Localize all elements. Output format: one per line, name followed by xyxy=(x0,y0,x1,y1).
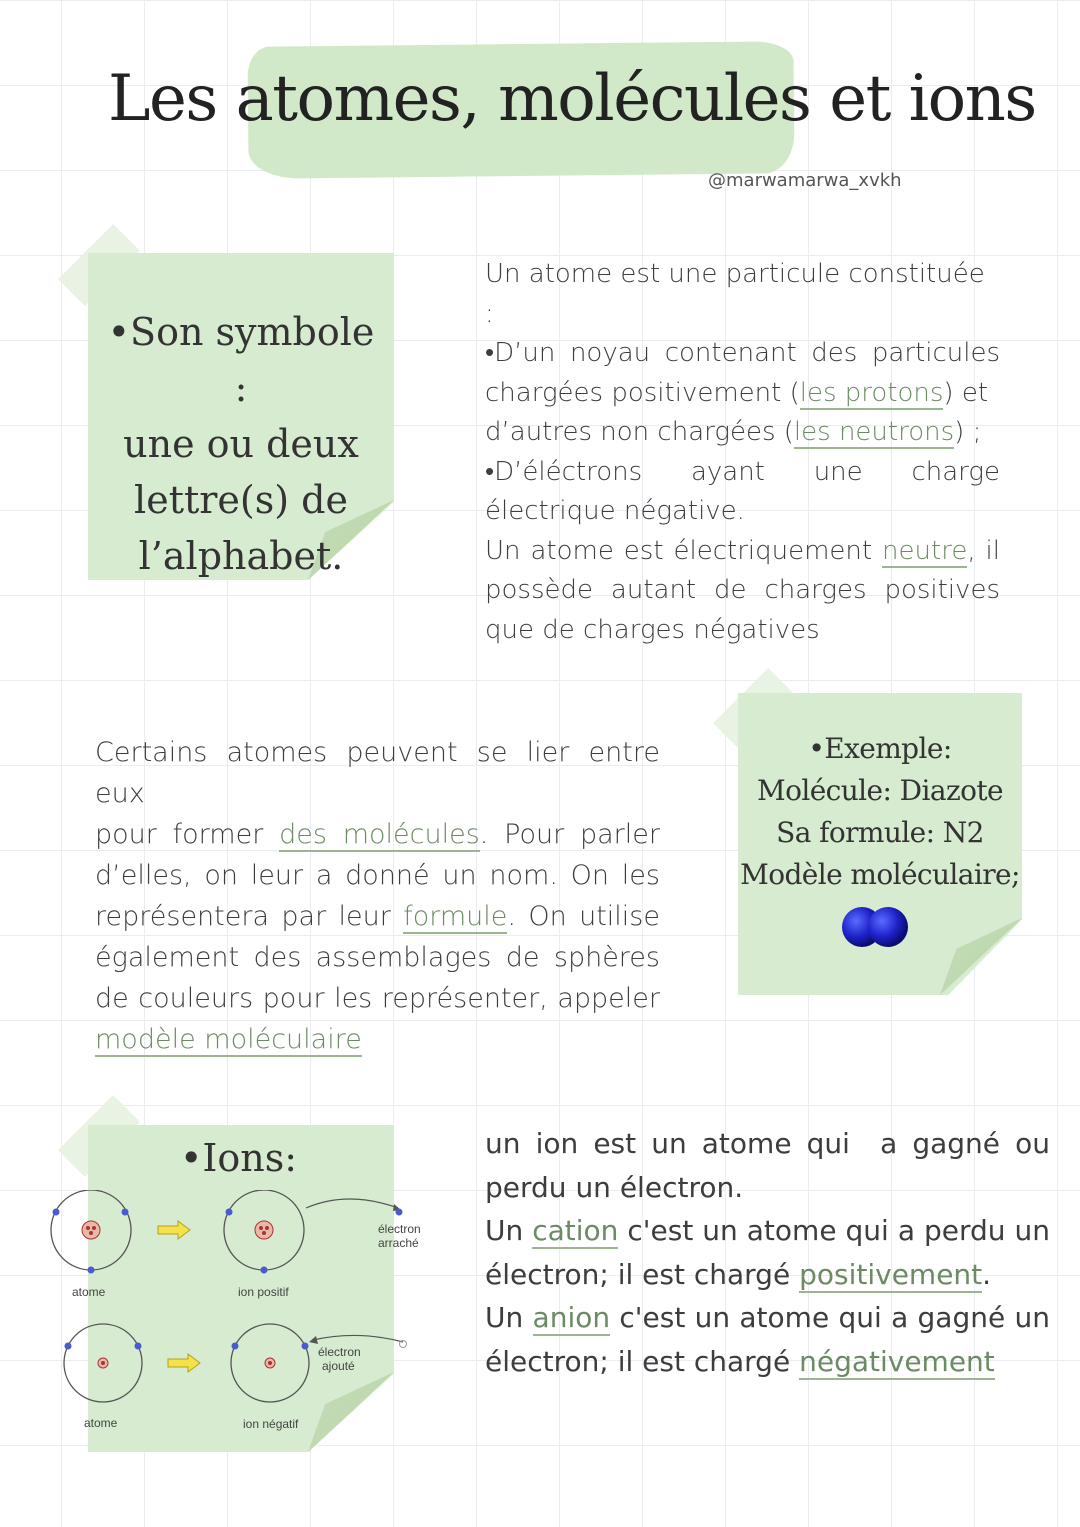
page-title: Les atomes, molécules et ions xyxy=(108,62,1036,136)
text-span: ) ; xyxy=(954,417,982,447)
text-span: d’autres non chargées ( xyxy=(485,417,794,447)
link-formule[interactable]: formule xyxy=(403,901,508,932)
arrow-icon xyxy=(168,1354,200,1372)
label-ion-negatif: ion négatif xyxy=(243,1417,299,1431)
text-line xyxy=(485,1253,1050,1297)
text-span: c'est un atome qui a gagné un xyxy=(610,1301,1051,1334)
note1-line: •Son symbole : xyxy=(107,310,375,410)
label-ion-positif: ion positif xyxy=(238,1285,289,1299)
link-anion[interactable]: anion xyxy=(532,1301,611,1334)
electron-dot xyxy=(232,1343,239,1350)
note2-line: Modèle moléculaire; xyxy=(740,858,1020,891)
arrow-icon xyxy=(158,1221,190,1239)
text-line xyxy=(485,1296,1050,1340)
text-span: Un xyxy=(485,1301,533,1334)
electron-dot xyxy=(65,1343,72,1350)
label-electron-arrache: arraché xyxy=(378,1236,419,1250)
text-span: ) et xyxy=(943,377,989,408)
text-span: c'est un atome qui a perdu un xyxy=(618,1214,1051,1247)
note1-line: lettre(s) de xyxy=(134,478,348,522)
text-span: Un xyxy=(485,1214,533,1247)
text-span: , il xyxy=(967,535,1000,566)
note2-text xyxy=(738,728,1022,896)
text-span: . Pour parler xyxy=(479,819,660,850)
link-modele-moleculaire[interactable]: modèle moléculaire xyxy=(95,1024,362,1055)
text-line xyxy=(485,1340,1050,1384)
text-span: Un atome est électriquement xyxy=(485,535,883,566)
text-line: un ion est un atome qui a gagné ou xyxy=(485,1127,1050,1160)
text-line: de couleurs pour les représenter, appeler xyxy=(95,983,660,1014)
text-line xyxy=(95,1019,660,1060)
text-span: pour former xyxy=(95,819,280,850)
text-span: chargées positivement ( xyxy=(485,377,800,408)
electron-dot xyxy=(53,1209,60,1216)
electron-dot xyxy=(396,1209,403,1216)
label-atome: atome xyxy=(84,1416,118,1430)
link-protons[interactable]: les protons xyxy=(799,377,944,408)
electron-dot xyxy=(226,1209,233,1216)
label-electron-arrache: électron xyxy=(378,1222,421,1236)
note1-text xyxy=(96,304,386,584)
note1-line: l’alphabet. xyxy=(138,534,344,578)
text-line xyxy=(485,374,1000,414)
n2-molecule-model xyxy=(838,904,912,950)
atom-diagram-2 xyxy=(64,1324,142,1402)
text-span: électron; il est chargé xyxy=(485,1257,800,1291)
text-line: •D’éléctrons ayant une charge xyxy=(485,456,1000,487)
link-negativement[interactable]: négativement xyxy=(799,1344,995,1378)
text-line: perdu un électron. xyxy=(485,1170,744,1204)
ions-paragraph xyxy=(485,1122,1050,1383)
label-atome: atome xyxy=(72,1285,106,1299)
text-line: également des assemblages de sphères xyxy=(95,942,660,973)
electron-dot xyxy=(88,1267,95,1274)
note2-line: Molécule: Diazote xyxy=(757,774,1003,807)
text-line xyxy=(485,532,1000,572)
text-span: électron; il est chargé xyxy=(485,1344,800,1378)
molecule-paragraph xyxy=(95,732,660,1060)
text-line: électrique négative. xyxy=(485,496,745,526)
nitrogen-atom-sphere xyxy=(868,907,908,947)
link-positivement[interactable]: positivement xyxy=(799,1257,983,1291)
electron-dot xyxy=(302,1343,309,1350)
label-electron-ajoute: électron xyxy=(318,1345,361,1359)
text-line xyxy=(485,1209,1050,1253)
ion-negative-diagram xyxy=(231,1324,407,1402)
ion-positive-diagram xyxy=(224,1190,403,1274)
link-neutre[interactable]: neutre xyxy=(882,535,968,566)
text-line xyxy=(95,896,660,937)
label-electron-ajoute: ajouté xyxy=(322,1359,355,1373)
note3-title: •Ions: xyxy=(180,1136,298,1180)
atom-paragraph xyxy=(485,255,1000,650)
text-line: possède autant de charges positives xyxy=(485,575,1000,605)
author-handle: @marwamarwa_xvkh xyxy=(708,170,902,191)
text-line: d’elles, on leur a donné un nom. On les xyxy=(95,860,660,891)
ions-diagram xyxy=(48,1190,428,1440)
electron-dot xyxy=(122,1209,129,1216)
note2-line: Sa formule: N2 xyxy=(776,816,984,849)
text-line: Certains atomes peuvent se lier entre eux xyxy=(95,737,660,809)
text-line: •D’un noyau contenant des particules xyxy=(485,338,1000,368)
note1-line: une ou deux xyxy=(123,422,359,466)
text-line: que de charges négatives xyxy=(485,614,820,645)
electron-dot xyxy=(261,1267,268,1274)
atom-diagram-1 xyxy=(51,1190,131,1274)
text-line xyxy=(95,814,660,855)
link-molecules[interactable]: des molécules xyxy=(279,819,480,850)
note2-line: •Exemple: xyxy=(808,732,952,765)
link-cation[interactable]: cation xyxy=(532,1214,619,1247)
link-neutrons[interactable]: les neutrons xyxy=(793,417,955,447)
text-span: . xyxy=(982,1257,992,1291)
text-line xyxy=(485,413,1000,453)
text-line: Un atome est une particule constituée : xyxy=(485,259,985,329)
electron-dot xyxy=(135,1343,142,1350)
text-span: représentera par leur xyxy=(95,901,404,932)
text-span: . On utilise xyxy=(507,901,660,932)
